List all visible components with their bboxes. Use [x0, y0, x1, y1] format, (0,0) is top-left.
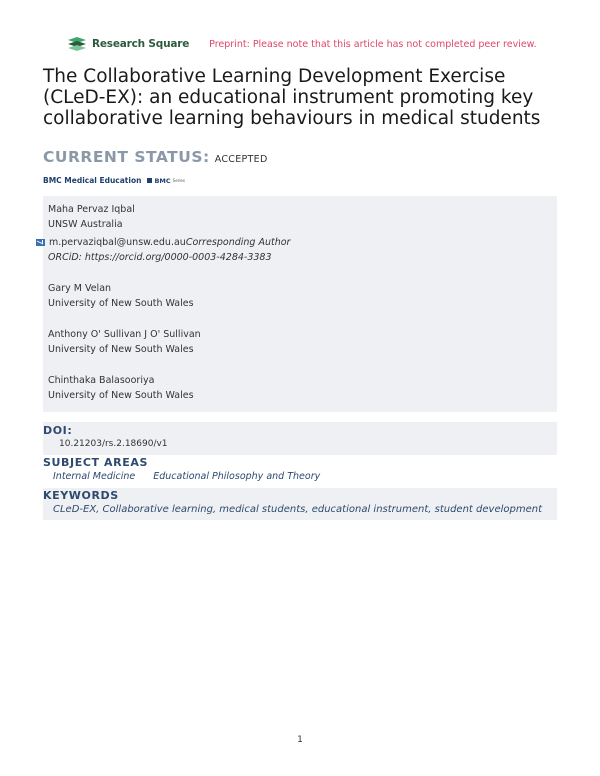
author-name: Anthony O' Sullivan J O' Sullivan — [48, 329, 201, 340]
article-metadata — [43, 422, 557, 520]
journal-name: BMC Medical Education — [43, 176, 142, 185]
subject-areas-block — [43, 455, 557, 488]
author-name: Chinthaka Balasooriya — [48, 375, 155, 386]
doi-block — [43, 422, 557, 455]
author-name: Gary M Velan — [48, 283, 112, 294]
article-title: The Collaborative Learning Development Exercise (CLeD-EX): an educational instrument promoting key collaborative learning behaviours in medical students — [43, 66, 541, 129]
keywords-label: KEYWORDS — [43, 489, 119, 502]
research-square-logo[interactable] — [66, 36, 189, 52]
bmc-series-logo: BMC Series — [147, 177, 185, 185]
keywords-block — [43, 488, 557, 520]
corresponding-author-label: Corresponding Author — [185, 237, 291, 248]
bmc-square-icon — [147, 178, 152, 183]
research-square-logo-icon — [66, 36, 88, 52]
author-entry — [48, 281, 557, 311]
mail-icon — [36, 239, 45, 246]
author-list — [43, 196, 557, 412]
preprint-notice: Preprint: Please note that this article has not completed peer review. — [209, 38, 537, 50]
author-entry — [48, 373, 557, 403]
page-number: 1 — [297, 735, 303, 745]
journal-banner — [43, 176, 185, 185]
author-affiliation: University of New South Wales — [48, 344, 194, 355]
author-name: Maha Pervaz Iqbal — [48, 204, 135, 215]
current-status — [43, 148, 268, 166]
author-affiliation: University of New South Wales — [48, 390, 194, 401]
subject-areas-list — [43, 469, 557, 485]
subject-areas-label: SUBJECT AREAS — [43, 456, 148, 469]
author-email-row — [36, 235, 557, 250]
page-header — [66, 34, 560, 54]
author-affiliation: University of New South Wales — [48, 298, 194, 309]
subject-area-item[interactable]: Internal Medicine — [53, 471, 136, 482]
author-entry — [48, 202, 557, 265]
doi-value[interactable]: 10.21203/rs.2.18690/v1 — [59, 439, 168, 449]
status-label: CURRENT STATUS: — [43, 148, 210, 166]
author-entry — [48, 327, 557, 357]
subject-area-item[interactable]: Educational Philosophy and Theory — [153, 471, 321, 482]
author-affiliation: UNSW Australia — [48, 219, 123, 230]
keywords-value: CLeD-EX, Collaborative learning, medical students, educational instrument, student development — [53, 504, 542, 515]
status-value: ACCEPTED — [214, 154, 268, 165]
logo-text: Research Square — [92, 38, 190, 50]
author-email[interactable]: m.pervaziqbal@unsw.edu.au — [49, 237, 186, 248]
author-orcid[interactable]: ORCiD: https://orcid.org/0000-0003-4284-3383 — [48, 252, 272, 263]
doi-label: DOI: — [43, 424, 73, 437]
